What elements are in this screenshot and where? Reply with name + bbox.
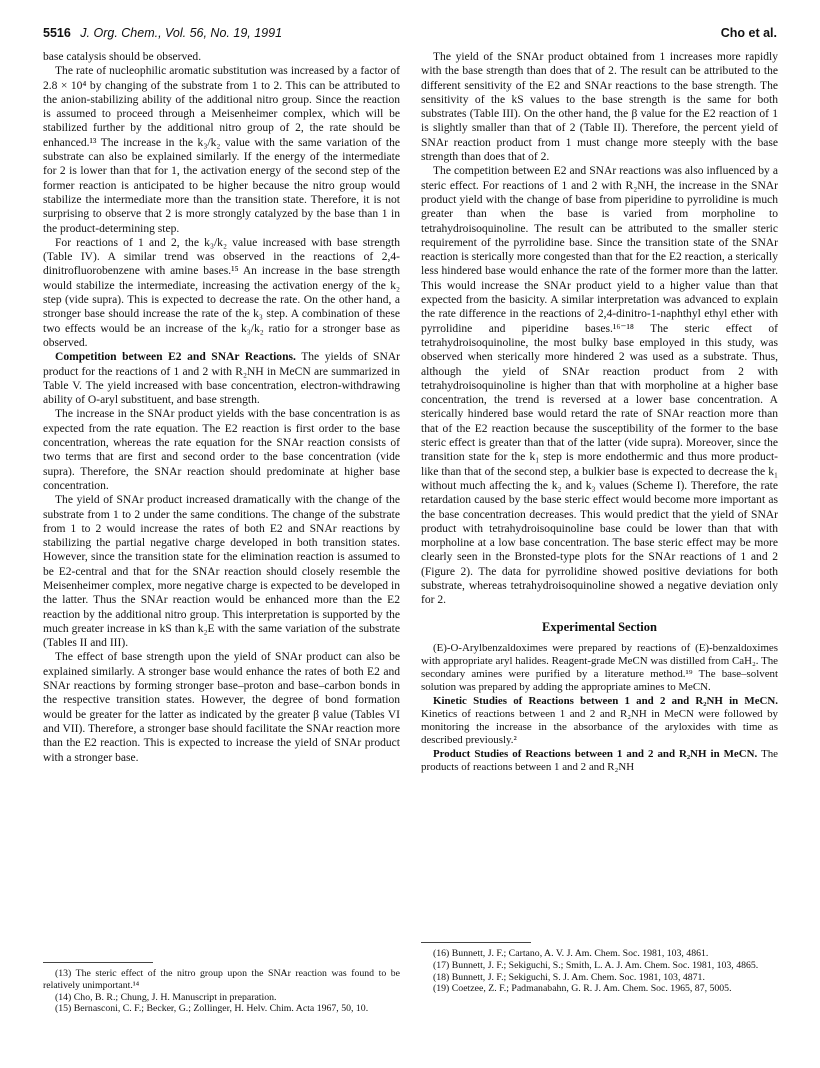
footnote: (13) The steric effect of the nitro group upon the SNAr reaction was found to be relatively unimportant.¹⁴ bbox=[43, 968, 400, 991]
footnote-rule bbox=[421, 942, 531, 943]
paragraph: The increase in the SNAr product yields with the base concentration is as expected from the rate equation. The E2 reaction is first order to the base concentration, whereas the rate equation for the SNAr reaction consists of two terms that are first and second order to the base concentration (vide supra). Therefore, the SNAr reaction should predominate at higher base concentration. bbox=[43, 408, 400, 492]
paragraph bbox=[421, 748, 778, 774]
paragraph: base catalysis should be observed. bbox=[43, 51, 202, 63]
paragraph: The yield of SNAr product increased dramatically with the change of the substrate from 1 to 2 under the same conditions. The change of the substrate from 1 to 2 would increase the rates of both E2 and SNAr reactions by stabilizing the partial negative charge developed in both transition states. However, since the transition state for the elimination reaction is assumed to be E2-central and that for the SNAr reaction should closely resemble the Meisenheimer complex, more negative charge is expected to be developed in the latter. Thus the SNAr reaction would be enhanced more than the E2 reaction by the additional nitro group. This interpretation is supported by the much greater increase in kS than k₂E with the same variation of the substrate (Tables II and III). bbox=[43, 494, 400, 650]
paragraph: The effect of base strength upon the yield of SNAr product can also be explained similarly. A stronger base would enhance the rates of both E2 and SNAr reactions by forming stronger base–proton and base–carbon bonds in the respective transition states. However, the degree of bond formation would be greater for the latter as indicated by the greater β value (Tables VI and VII). Therefore, a stronger base should facilitate the SNAr reaction more than the E2 reaction. This is expected to increase the yield of SNAr product with a stronger base. bbox=[43, 651, 400, 764]
footnote-rule bbox=[43, 962, 153, 963]
footnotes-right bbox=[421, 942, 778, 995]
paragraph: For reactions of 1 and 2, the k₃/k₂ value increased with base strength (Table IV). A similar trend was observed in the reactions of 2,4-dinitrofluorobenzene with amine bases.¹⁵ An increase in the base strength would stabilize the intermediate, increasing the activation energy of the k₂ step (vide supra). This is expected to decrease the rate. On the other hand, a stronger base should increase the rate of the k₃ step. A combination of these two effects would be an increase of the k₃/k₂ ratio for a stronger base as observed. bbox=[43, 236, 400, 349]
left-column bbox=[43, 50, 400, 765]
paragraph-text: The yields of SNAr product for the reactions of 1 and 2 with R₂NH in MeCN are summarized in Table V. The yield increased with base concentration, electron-withdrawing ability of O-aryl substituent, and base strength. bbox=[43, 351, 400, 407]
paragraph bbox=[43, 350, 400, 407]
header-authors: Cho et al. bbox=[720, 26, 777, 40]
run-in-heading: Product Studies of Reactions between 1 and 2 and R₂NH in MeCN. bbox=[433, 747, 758, 760]
paragraph-text: The products of reactions between 1 and 2 and R₂NH bbox=[421, 747, 779, 773]
journal-citation: J. Org. Chem., Vol. 56, No. 19, 1991 bbox=[80, 26, 283, 40]
page-number: 5516 bbox=[43, 26, 71, 40]
footnote: (19) Coetzee, Z. F.; Padmanabahn, G. R. J. Am. Chem. Soc. 1965, 87, 5005. bbox=[433, 983, 732, 995]
paragraph: The rate of nucleophilic aromatic substitution was increased by a factor of 2.8 × 10⁴ by changing of the substrate from 1 to 2. This can be attributed to the anion-stabilizing ability of the additional nitro group. Since the reaction is assumed to proceed through a Meisenheimer complex, which will be stabilized further by the additional nitro group of 2, the rate should be enhanced.¹³ The increase in the k₃/k₂ value with the same variation of the substrate can also be explained similarly. If the energy of the intermediate for 2 is lower than that for 1, the activation energy of the second step of the former reaction is anticipated to be higher because the nitro group would stabilize the intermediate more than the transition state. Therefore, it is not surprising to observe that 2 is more strongly catalyzed by the base than 1 in the product-determining step. bbox=[43, 65, 400, 235]
paragraph: The competition between E2 and SNAr reactions was also influenced by a steric effect. For reactions of 1 and 2 with R₂NH, the increase in the SNAr product yield with the change of base from piperidine to pyrrolidine is much greater than when the base is varied from morpholine to tetrahydroisoquinoline. The result can be attributed to the smaller steric requirement of the pyrrolidine base. Since the transition state of the SNAr reaction is sterically more congested than that for the E2 reaction, a sterically less hindered base would enhance the rate of the former more than the latter. This would increase the SNAr product yield to a higher value than that expected from the basicity. A similar interpretation was advanced to explain the rate difference in the reactions of 2,4-dinitro-1-naphthyl ethyl ether with pyrrolidine and piperidine bases.¹⁶⁻¹⁸ The steric effect of tetrahydroisoquinoline, the most bulky base employed in this study, was observed when sterically more hindered 2 was used as a substrate. Thus, although the yield of SNAr reaction product from 2 with tetrahydroisoquinoline is higher than that with morpholine at a higher base concentration, the trend is reversed at a lower base concentration. A sterically hindered base would retard the rate of SNAr reaction more than that of the E2 reaction because the susceptibility of the former to the base steric effect is greater than that of the latter (vide supra). Moreover, since the transition state for the k₁ step is more endothermic and thus more product-like than that of the second step, a bulkier base is expected to decrease the k₁ without much affecting the k₂ and k₃ values (Scheme I). Therefore, the rate retardation caused by the base steric effect would become more important as the base concentration decreases. This would predict that the yield of SNAr product with tetrahydroisoquinoline base could be lower than that with morpholine at a low base concentration. The base steric effect may be more clearly seen in the Bronsted-type plots for the SNAr reactions of 1 and 2 (Figure 2). The data for pyrrolidine showed positive deviations for both substrate, whereas tetrahydroisoquinoline showed a negative deviation only for 2. bbox=[421, 165, 778, 607]
section-heading: Experimental Section bbox=[542, 619, 657, 634]
paragraph-text: Kinetics of reactions between 1 and 2 and R₂NH in MeCN were followed by monitoring the increase in the absorbance of the aryloxides with time as described previously.² bbox=[421, 707, 778, 747]
paragraph: (E)-O-Arylbenzaldoximes were prepared by reactions of (E)-benzaldoximes with appropriate aryl halides. Reagent-grade MeCN was distilled from CaH₂. The secondary amines were purified by a literature method.¹⁹ The base–solvent solution was prepared by adding the appropriate amines to MeCN. bbox=[421, 641, 778, 694]
footnote: (18) Bunnett, J. F.; Sekiguchi, S. J. Am. Chem. Soc. 1981, 103, 4871. bbox=[433, 971, 705, 983]
footnote: (16) Bunnett, J. F.; Cartano, A. V. J. Am. Chem. Soc. 1981, 103, 4861. bbox=[433, 948, 709, 959]
right-column bbox=[421, 50, 778, 774]
run-in-heading: Kinetic Studies of Reactions between 1 and 2 and R₂NH in MeCN. bbox=[433, 694, 778, 707]
paragraph: The yield of the SNAr product obtained from 1 increases more rapidly with the base strength than does that of 2. The result can be attributed to the different sensitivity of the E2 and SNAr reactions to the base strength. The sensitivity of the kS values to the base strength is the same for both substrates (Table III). On the other hand, the β value for the E2 reaction of 1 is slightly smaller than that of 2 (Table II). Therefore, the percent yield of SNAr reaction product from 1 must change more steeply with the base strength than does that of 2. bbox=[421, 51, 778, 164]
experimental-section bbox=[421, 642, 778, 774]
paragraph bbox=[421, 695, 778, 748]
footnote: (17) Bunnett, J. F.; Sekiguchi, S.; Smith, L. A. J. Am. Chem. Soc. 1981, 103, 4865. bbox=[433, 959, 759, 971]
footnote: (14) Cho, B. R.; Chung, J. H. Manuscript in preparation. bbox=[55, 991, 277, 1003]
run-in-heading: Competition between E2 and SNAr Reactions. bbox=[55, 351, 296, 364]
header-left bbox=[43, 26, 282, 40]
footnotes-left bbox=[43, 962, 400, 1015]
footnote: (15) Bernasconi, C. F.; Becker, G.; Zollinger, H. Helv. Chim. Acta 1967, 50, 10. bbox=[55, 1003, 369, 1015]
running-header bbox=[43, 26, 777, 46]
